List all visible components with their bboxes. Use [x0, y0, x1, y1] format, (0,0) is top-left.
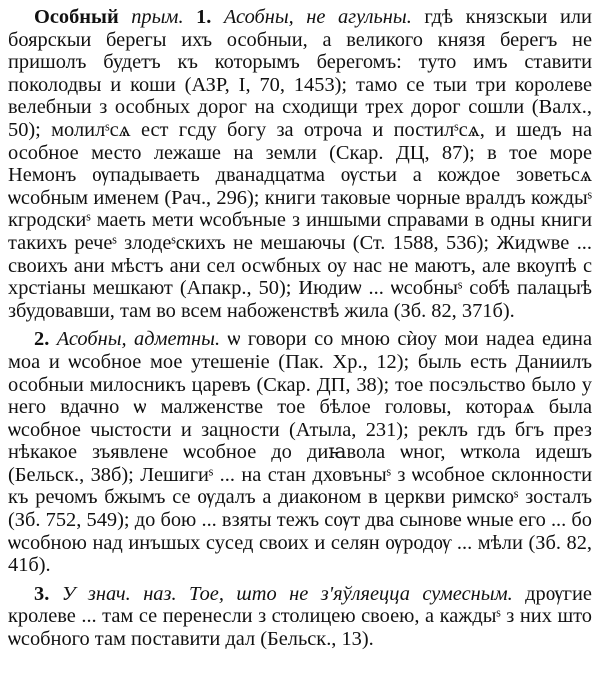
sense-gloss: Асобны, адметны. [56, 328, 221, 351]
part-of-speech: прым. [131, 6, 184, 28]
sense-gloss: У знач. наз. Тое, што не з'яўляецца сумесным. [61, 582, 513, 605]
sense-number: 1. [196, 6, 212, 28]
sense-citations: ѡ говори со мною сѝоу мои надеа едина моа и ѡсобное мое утешеніе (Пак. Хр., 12); быль есть Даниилъ особныи милосникъ царевъ (Скар. ДП, 38); тое посэльство было у него вдачно ѡ малженстве тое бѣлое головы, котораѧ была ѡсобное чыстости и зацности (Атыла, 231); реклъ гдъ бгъ през нѣкакое зъявлене ѡсобное до диꙗвола ѡног, ѡткола идешъ (Бельск., 38б); Лешигиˢ ... на стан дховъныˢ з ѡсобное склонности къ речомъ бжымъ се ѹдалъ а диаконом в церкви римскоˢ зосталъ (Зб. 752, 549); до бою ... взяты тежъ сѹт два сынове ѡные его ... бо ѡсобною над инъшых сусед своих и селян ѹродѹ ... мѣли (Зб. 82, 41б). [8, 328, 592, 577]
sense-number: 3. [34, 582, 50, 605]
sense-citations: дрѹгие кролеве ... там се перенесли з столицею своею, а каждыˢ з них што ѡсобного там поставити дал (Бельск., 13). [8, 582, 592, 651]
sense-1 [8, 6, 592, 322]
sense-2 [8, 328, 592, 577]
sense-gloss: Асобны, не агульны. [223, 6, 412, 28]
sense-citations: гдѣ князскыи или боярскыи берегы ихъ особныи, а великого князя берегъ не пришолъ будетъ къ которымъ берегомъ: туто имъ ставити поколодвы и коши (АЗР, I, 70, 1453); тамо се тыи три королеве велебныи з особных дорог на сходищи трех дорог сошли (Валх., 50); молилˢсѧ ест гсду богу за отроча и постилˢсѧ, и шедъ на особное место лежаше на земли (Скар. ДЦ, 87); в тое море Немонъ ѹпадываеть дванадцатма ѹстьи а кождое зоветьсѧ ѡсобным именем (Рач., 296); книги таковые чорные вралдъ кождыˢ кгродскиˢ маеть мети ѡсобъные з иншыми справами в одны книги такихъ речеˢ злодеˢскихъ не мешаючы (Ст. 1588, 536); Жидwве ... своихъ ани мѣстъ ани сел осwбных оу нас не маютъ, але вкоупѣ с хрстіаны мешкают (Апакр., 50); Июдиѡ ... ѡсобныˢ собѣ палацыѣ збудовавши, там во всем набоженствѣ жила (Зб. 82, 371б). [8, 6, 592, 322]
sense-3 [8, 583, 592, 651]
sense-number: 2. [34, 328, 50, 351]
entry-headword: Особный [34, 6, 119, 28]
